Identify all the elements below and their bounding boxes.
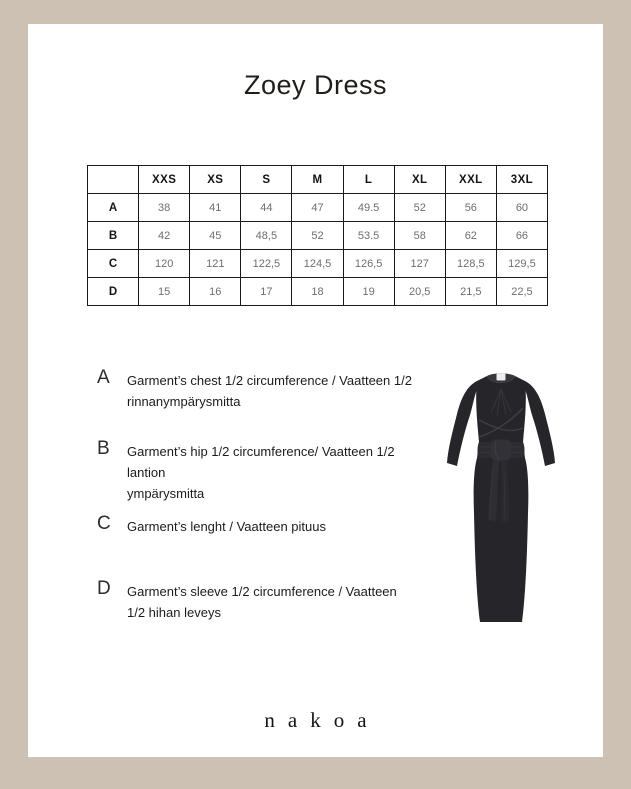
measurement-value-cell: 128,5	[445, 250, 496, 278]
measurement-row-label: B	[88, 222, 139, 250]
dress-body-shape	[474, 376, 529, 622]
brand-logo: nakoa	[264, 708, 380, 732]
measurement-value-cell: 120	[139, 250, 190, 278]
legend-text: Garment’s hip 1/2 circumference/ Vaatteen 1/2 lantion ympärysmitta	[127, 444, 395, 501]
measurement-value-cell: 53.5	[343, 222, 394, 250]
dress-belt-knot	[491, 440, 511, 461]
dress-illustration	[440, 368, 562, 628]
size-table-row	[88, 250, 548, 278]
size-column-header: 3XL	[496, 166, 547, 194]
measurement-value-cell: 62	[445, 222, 496, 250]
legend-letter: C	[97, 513, 111, 534]
legend-item	[97, 438, 427, 504]
dress-right-sleeve-shape	[523, 381, 555, 466]
measurement-value-cell: 129,5	[496, 250, 547, 278]
measurement-value-cell: 44	[241, 194, 292, 222]
measurement-row-label: A	[88, 194, 139, 222]
legend-letter: A	[97, 367, 110, 388]
size-table-row	[88, 278, 548, 306]
measurement-value-cell: 16	[190, 278, 241, 306]
legend-text: Garment’s lenght / Vaatteen pituus	[127, 519, 326, 534]
measurement-value-cell: 42	[139, 222, 190, 250]
legend-letter: D	[97, 578, 111, 599]
measurement-value-cell: 18	[292, 278, 343, 306]
measurement-value-cell: 121	[190, 250, 241, 278]
measurement-value-cell: 122,5	[241, 250, 292, 278]
size-table-row	[88, 222, 548, 250]
measurement-value-cell: 124,5	[292, 250, 343, 278]
size-table-corner-cell	[88, 166, 139, 194]
size-table-container	[87, 165, 548, 306]
measurement-value-cell: 20,5	[394, 278, 445, 306]
size-table	[87, 165, 548, 306]
measurement-value-cell: 60	[496, 194, 547, 222]
measurement-value-cell: 19	[343, 278, 394, 306]
size-table-body	[88, 194, 548, 306]
legend-item	[97, 578, 427, 623]
measurement-value-cell: 66	[496, 222, 547, 250]
size-column-header: XXL	[445, 166, 496, 194]
legend-item	[97, 367, 427, 412]
product-title: Zoey Dress	[243, 70, 388, 100]
legend-item	[97, 513, 427, 537]
size-table-header-row	[88, 166, 548, 194]
size-column-header: XS	[190, 166, 241, 194]
size-chart-document	[28, 24, 603, 757]
measurement-value-cell: 58	[394, 222, 445, 250]
measurement-value-cell: 126,5	[343, 250, 394, 278]
measurement-value-cell: 56	[445, 194, 496, 222]
measurement-value-cell: 52	[292, 222, 343, 250]
dress-left-sleeve-shape	[447, 381, 479, 466]
measurement-value-cell: 17	[241, 278, 292, 306]
measurement-value-cell: 45	[190, 222, 241, 250]
legend-letter: B	[97, 438, 110, 459]
measurement-value-cell: 52	[394, 194, 445, 222]
measurement-value-cell: 47	[292, 194, 343, 222]
size-table-row	[88, 194, 548, 222]
measurement-value-cell: 22,5	[496, 278, 547, 306]
measurement-row-label: C	[88, 250, 139, 278]
legend-text: Garment’s sleeve 1/2 circumference / Vaatteen 1/2 hihan leveys	[127, 584, 397, 620]
size-column-header: L	[343, 166, 394, 194]
measurement-row-label: D	[88, 278, 139, 306]
measurement-value-cell: 127	[394, 250, 445, 278]
size-column-header: M	[292, 166, 343, 194]
size-column-header: XXS	[139, 166, 190, 194]
dress-neck-label	[497, 374, 506, 381]
measurement-value-cell: 21,5	[445, 278, 496, 306]
product-photo	[440, 368, 562, 628]
measurement-value-cell: 15	[139, 278, 190, 306]
measurement-value-cell: 38	[139, 194, 190, 222]
measurement-value-cell: 49.5	[343, 194, 394, 222]
size-column-header: S	[241, 166, 292, 194]
size-column-header: XL	[394, 166, 445, 194]
measurement-value-cell: 48,5	[241, 222, 292, 250]
measurement-value-cell: 41	[190, 194, 241, 222]
legend-text: Garment’s chest 1/2 circumference / Vaatteen 1/2 rinnanympärysmitta	[127, 373, 412, 409]
